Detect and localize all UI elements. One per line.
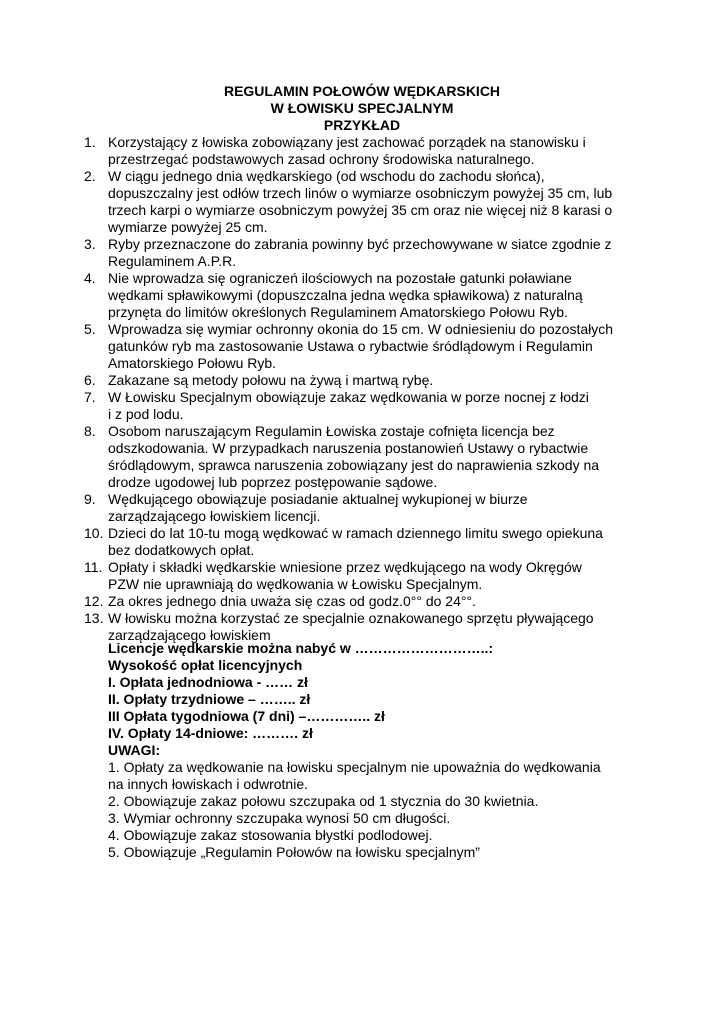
title-line-1: REGULAMIN POŁOWÓW WĘDKARSKICH: [223, 83, 501, 99]
rule-number: 4.: [84, 270, 96, 286]
note-item: 3. Wymiar ochronny szczupaka wynosi 50 cm długości.: [108, 810, 451, 826]
rule-item: [84, 236, 644, 270]
rule-number: 13.: [84, 610, 104, 626]
rule-number: 2.: [84, 168, 96, 184]
rules-list: [84, 134, 644, 644]
document-title: [0, 83, 724, 134]
rule-text: Dzieci do lat 10-tu mogą wędkować w ramach dziennego limitu swego opiekuna bez dodatkowych opłat.: [108, 525, 603, 558]
fees-title: Wysokość opłat licencyjnych: [108, 657, 303, 673]
note-item: 4. Obowiązuje zakaz stosowania błystki podlodowej.: [108, 827, 433, 843]
fee-three-day: II. Opłaty trzydniowe – …….. zł: [108, 691, 311, 707]
rule-text: Za okres jednego dnia uważa się czas od godz.0°° do 24°°.: [108, 593, 476, 609]
rule-number: 11.: [84, 559, 103, 575]
rule-text: Wprowadza się wymiar ochronny okonia do 15 cm. W odniesieniu do pozostałych gatunków ryb ma zastosowanie Ustawa o rybactwie śródlądowym i Regulamin Amatorskiego Połowu Ryb.: [108, 321, 614, 371]
rule-text: Nie wprowadza się ograniczeń ilościowych na pozostałe gatunki poławiane wędkami spławikowymi (dopuszczalna jedna wędka spławikowa) z naturalną przynęta do limitów określonych Regulaminem Amatorskiego Połowu Ryb.: [108, 270, 583, 320]
rule-item: [84, 423, 644, 491]
rule-text: W Łowisku Specjalnym obowiązuje zakaz wędkowania w porze nocnej z łodzi i z pod lodu.: [108, 389, 589, 422]
rule-number: 7.: [84, 389, 96, 405]
license-where: Licencje wędkarskie można nabyć w ………………………..:: [108, 640, 494, 656]
notes-title: UWAGI:: [108, 742, 161, 758]
fee-one-day: I. Opłata jednodniowa - …… zł: [108, 674, 308, 690]
rule-item: [84, 559, 644, 593]
rule-item: [84, 491, 644, 525]
rule-text: Ryby przeznaczone do zabrania powinny być przechowywane w siatce zgodnie z Regulaminem A.P.R.: [108, 236, 612, 269]
license-and-notes: [108, 640, 648, 861]
rule-number: 1.: [84, 134, 96, 150]
rule-item: [84, 321, 644, 372]
rule-item: [84, 389, 644, 423]
rule-item: [84, 593, 644, 610]
rule-number: 5.: [84, 321, 96, 337]
note-item: 5. Obowiązuje „Regulamin Połowów na łowisku specjalnym”: [108, 844, 480, 860]
rule-number: 3.: [84, 236, 96, 252]
rule-text: Osobom naruszającym Regulamin Łowiska zostaje cofnięta licencja bez odszkodowania. W przypadkach naruszenia postanowień Ustawy o rybactwie śródlądowym, sprawca naruszenia zobowiązany jest do naprawienia szkody na drodze ugodowej lub poprzez postępowanie sądowe.: [108, 423, 600, 490]
rule-number: 8.: [84, 423, 96, 439]
title-line-3: PRZYKŁAD: [323, 117, 401, 133]
rule-item: [84, 372, 644, 389]
rule-text: W łowisku można korzystać ze specjalnie oznakowanego sprzętu pływającego zarządzającego łowiskiem: [108, 610, 594, 643]
note-item: 2. Obowiązuje zakaz połowu szczupaka od 1 stycznia do 30 kwietnia.: [108, 793, 539, 809]
rule-number: 6.: [84, 372, 96, 388]
rule-number: 9.: [84, 491, 96, 507]
rule-text: W ciągu jednego dnia wędkarskiego (od wschodu do zachodu słońca), dopuszczalny jest odłów trzech linów o wymiarze osobniczym powyżej 35 cm, lub trzech karpi o wymiarze osobniczym powyżej 35 cm oraz nie więcej niż 8 karasi o wymiarze powyżej 25 cm.: [108, 168, 613, 235]
rule-number: 10.: [84, 525, 104, 541]
rule-text: Zakazane są metody połowu na żywą i martwą rybę.: [108, 372, 434, 388]
rule-item: [84, 525, 644, 559]
rule-number: 12.: [84, 593, 104, 609]
note-item: 1. Opłaty za wędkowanie na łowisku specjalnym nie upoważnia do wędkowania na innych łowiskach i odwrotnie.: [108, 759, 601, 792]
rule-item: [84, 270, 644, 321]
rule-item: [84, 134, 644, 168]
rule-text: Wędkującego obowiązuje posiadanie aktualnej wykupionej w biurze zarządzającego łowiskiem licencji.: [108, 491, 528, 524]
rule-text: Korzystający z łowiska zobowiązany jest zachować porządek na stanowisku i przestrzegać podstawowych zasad ochrony środowiska naturalnego.: [108, 134, 586, 167]
title-line-2: W ŁOWISKU SPECJALNYM: [270, 100, 454, 116]
fee-fourteen-day: IV. Opłaty 14-dniowe: ………. zł: [108, 725, 313, 741]
fee-weekly: III Opłata tygodniowa (7 dni) –………….. zł: [108, 708, 385, 724]
rule-item: [84, 168, 644, 236]
rule-text: Opłaty i składki wędkarskie wniesione przez wędkującego na wody Okręgów PZW nie uprawniają do wędkowania w Łowisku Specjalnym.: [108, 559, 582, 592]
rule-item: [84, 610, 644, 644]
